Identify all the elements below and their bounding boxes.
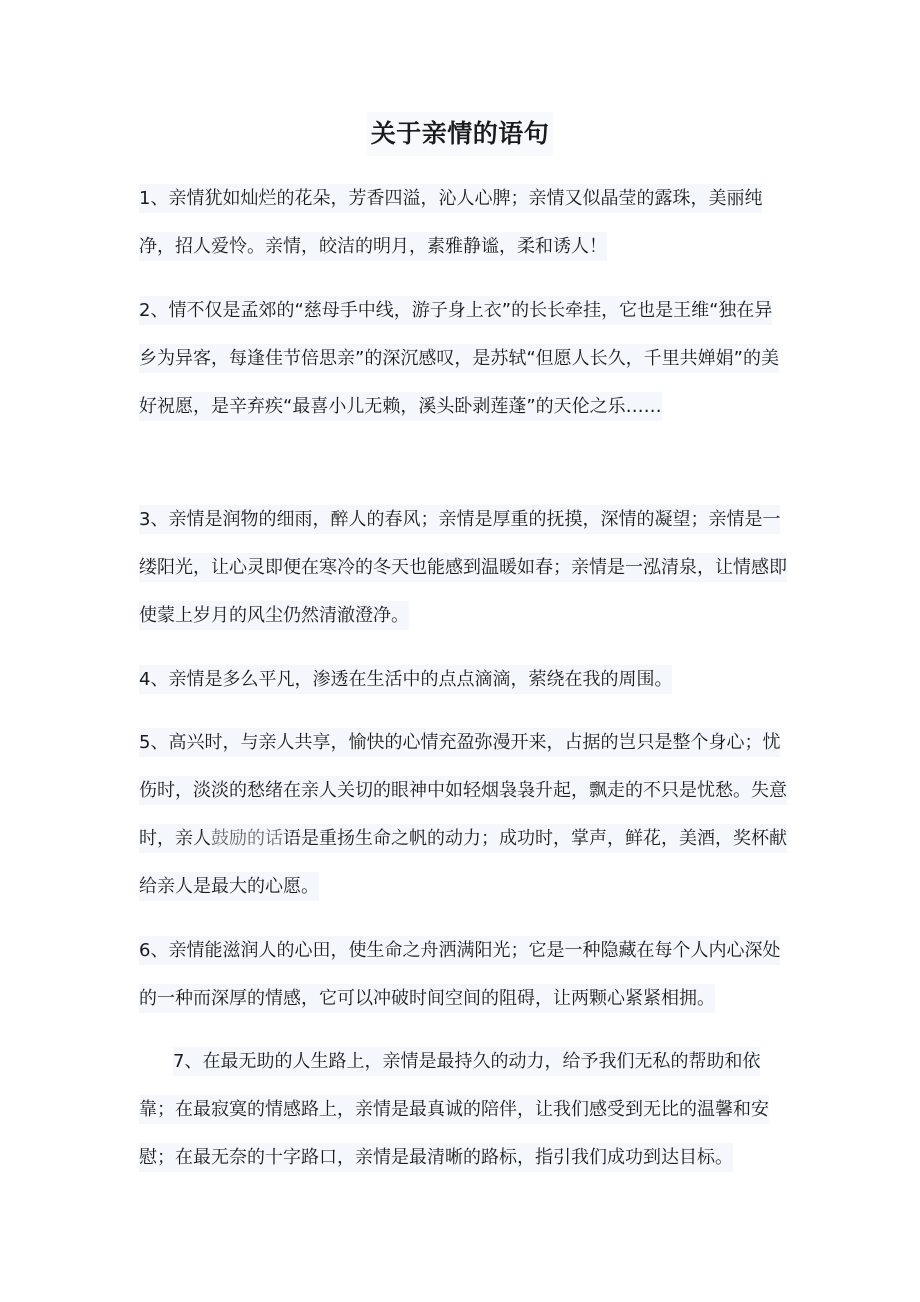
paragraph-2 [139, 287, 789, 431]
paragraph-3 [139, 496, 789, 640]
paragraph-3-text: 3、亲情是润物的细雨，醉人的春风；亲情是厚重的抚摸，深情的凝望；亲情是一缕阳光，让心灵即便在寒冷的冬天也能感到温暖如春；亲情是一泓清泉，让情感即使蒙上岁月的风尘仍然清澈澄净。 [139, 505, 787, 630]
paragraph-6 [139, 927, 789, 1023]
paragraph-6-text: 6、亲情能滋润人的心田，使生命之舟洒满阳光；它是一种隐藏在每个人内心深处的一种而深厚的情感，它可以冲破时间空间的阻碍，让两颗心紧紧相拥。 [139, 936, 780, 1013]
document-title-text: 关于亲情的语句 [367, 112, 554, 156]
document-title [0, 112, 920, 156]
paragraph-4-text: 4、亲情是多么平凡，渗透在生活中的点点滴滴，萦绕在我的周围。 [139, 665, 672, 694]
paragraph-5 [139, 719, 789, 911]
paragraph-7-text: 7、在最无助的人生路上，亲情是最持久的动力，给予我们无私的帮助和依靠；在最寂寞的情感路上，亲情是最真诚的陪伴，让我们感受到无比的温馨和安慰；在最无奈的十字路口，亲情是最清晰的路标，指引我们成功到达目标。 [139, 1047, 769, 1172]
paragraph-5-text-end: 语是重扬生命之帆的动力；成功时，掌声，鲜花，美酒，奖杯献给亲人是最大的心愿。 [139, 828, 787, 897]
paragraph-7 [139, 1038, 789, 1182]
paragraph-2-text: 2、情不仅是孟郊的“慈母手中线，游子身上衣”的长长牵挂，它也是王维“独在异乡为异客，每逢佳节倍思亲”的深沉感叹，是苏轼“但愿人长久，千里共婵娟”的美好祝愿，是辛弃疾“最喜小儿无赖，溪头卧剥莲蓬”的天伦之乐…… [139, 296, 779, 421]
paragraph-5-text-start: 5、高兴时，与亲人共享，愉快的心情充盈弥漫开来，占据的岂只是整个身心；忧伤时，淡淡的愁绪在亲人关切的眼神中如轻烟袅袅升起，飘走的不只是忧愁。失意时，亲人 [139, 732, 787, 849]
encouragement-link[interactable]: 鼓励的话 [211, 828, 283, 849]
paragraph-1 [139, 175, 789, 271]
paragraph-4 [139, 656, 789, 704]
paragraph-1-text: 1、亲情犹如灿烂的花朵，芳香四溢，沁人心脾；亲情又似晶莹的露珠，美丽纯净，招人爱怜。亲情，皎洁的明月，素雅静谧，柔和诱人！ [139, 184, 762, 261]
